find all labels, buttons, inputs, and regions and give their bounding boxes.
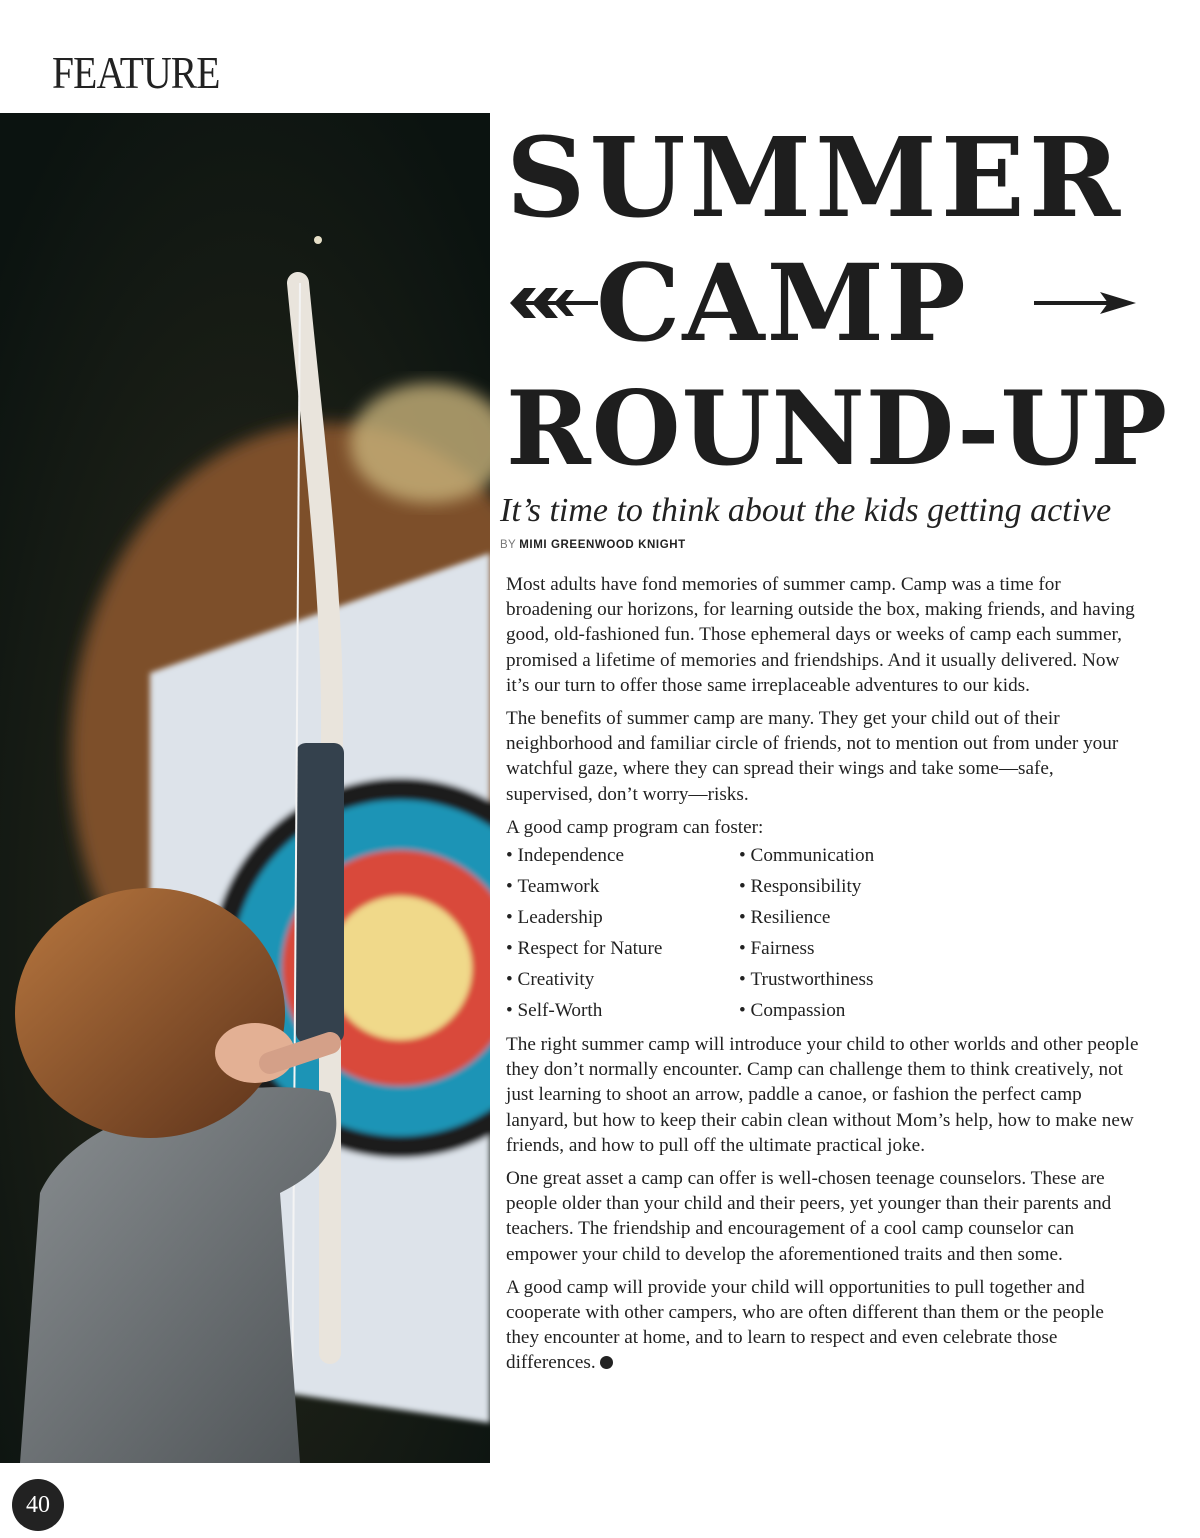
list-item: • Respect for Nature <box>506 936 739 962</box>
byline-prefix: BY <box>500 539 516 551</box>
list-item: • Fairness <box>739 936 1039 962</box>
list-item: • Compassion <box>739 998 1039 1024</box>
paragraph: Most adults have fond memories of summer camp. Camp was a time for broadening our horizons, for learning outside the box, making friends, and having good, old-fashioned fun. Those ephemeral days or weeks of camp each summer, promised a lifetime of memories and friendships. And it usually delivered. Now it’s our turn to offer those same irreplaceable adventures to our kids. <box>506 574 1135 696</box>
paragraph: The benefits of summer camp are many. They get your child out of their neighborhood and familiar circle of friends, not to mention out from under your watchful gaze, where they can spread their wings and take some—safe, supervised, don’t worry—risks. <box>506 708 1119 805</box>
title-line-round-up: ROUND-UP <box>506 369 1169 489</box>
benefits-list <box>506 843 1140 1024</box>
list-item: • Resilience <box>739 905 1039 931</box>
list-item: • Self-Worth <box>506 998 739 1024</box>
list-item: • Responsibility <box>739 874 1039 900</box>
section-label: FEATURE <box>52 47 220 98</box>
page-number: 40 <box>12 1479 64 1531</box>
list-item: • Communication <box>739 843 1039 869</box>
title-line-camp: CAMP <box>596 240 968 365</box>
list-item: • Teamwork <box>506 874 739 900</box>
list-item: • Creativity <box>506 967 739 993</box>
list-item: • Trustworthiness <box>739 967 1039 993</box>
list-item: • Independence <box>506 843 739 869</box>
list-item: • Leadership <box>506 905 739 931</box>
subtitle: It’s time to think about the kids getting active <box>500 492 1112 529</box>
paragraph-final-text: A good camp will provide your child will opportunities to pull together and cooperate with other campers, who are often different than them or the people they encounter at home, and to learn to respect and even celebrate those differences. <box>506 1276 1104 1374</box>
paragraph-final <box>506 1275 1140 1376</box>
arrow-head-icon <box>1034 288 1138 318</box>
archery-photo <box>0 113 490 1463</box>
byline <box>500 539 686 551</box>
article-body <box>506 572 1140 1384</box>
paragraph: The right summer camp will introduce your child to other worlds and other people they don’t normally encounter. Camp can challenge them to think creatively, not just learning to shoot an arrow, paddle a canoe, or fashion the perfect camp lanyard, but how to keep their cabin clean without Mom’s help, how to make new friends, and how to pull off the ultimate practical joke. <box>506 1034 1139 1156</box>
paragraph: A good camp program can foster: <box>506 816 764 838</box>
arrow-fletching-icon <box>506 278 598 328</box>
title-line-summer: SUMMER <box>506 113 1125 242</box>
byline-author: MIMI GREENWOOD KNIGHT <box>519 539 686 551</box>
paragraph: One great asset a camp can offer is well-chosen teenage counselors. These are people older than your child and their peers, yet younger than their parents and teachers. The friendship and encouragement of a cool camp counselor can empower your child to develop the aforementioned traits and then some. <box>506 1168 1112 1265</box>
end-mark-icon <box>600 1356 613 1369</box>
